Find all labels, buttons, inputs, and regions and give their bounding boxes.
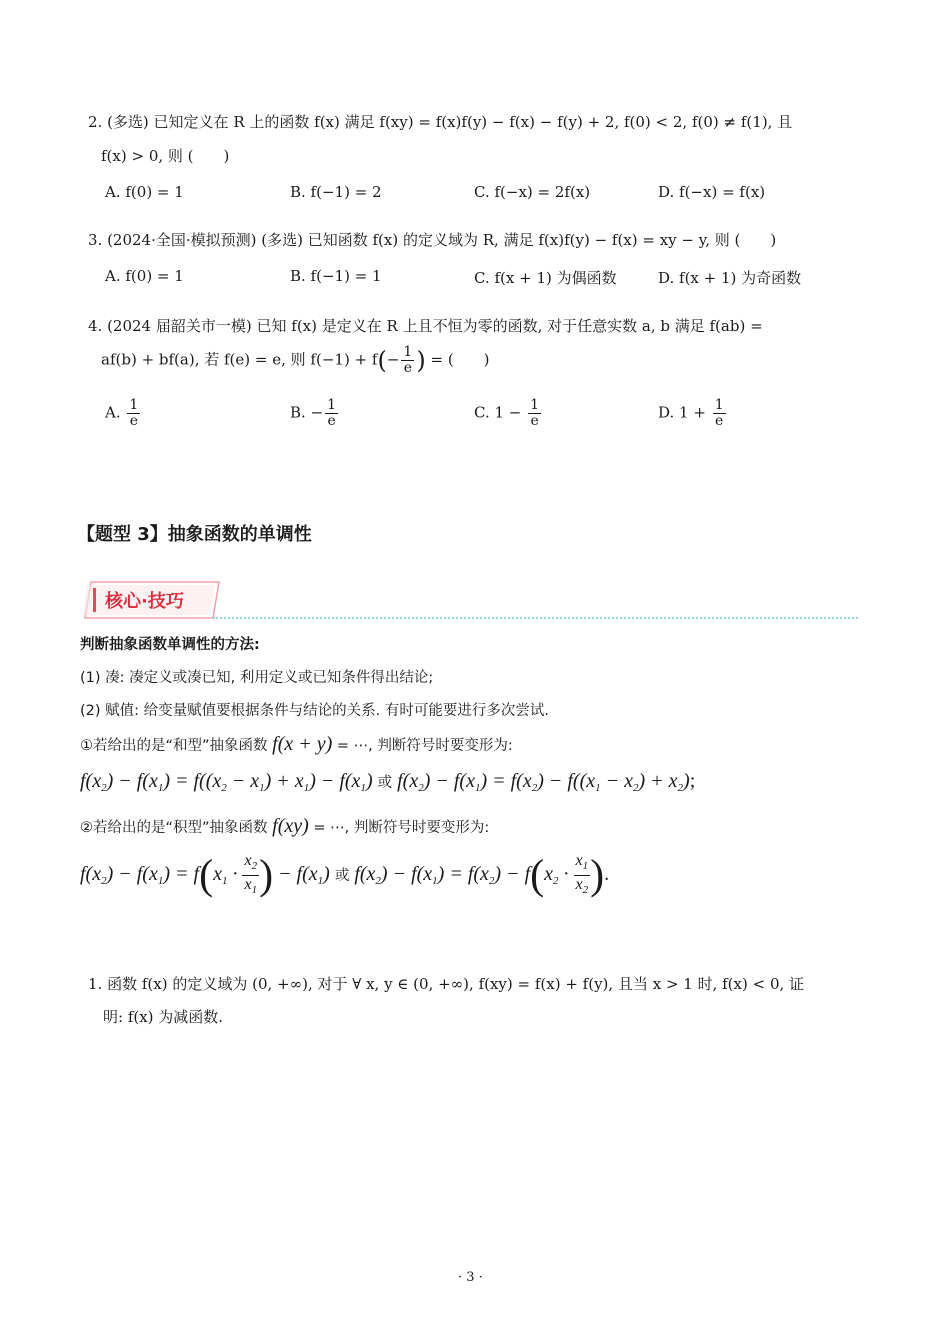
q2-option-d: D. f(−x) = f(x) [658,183,766,201]
page-number: · 3 · [458,1270,483,1285]
q2-option-b: B. f(−1) = 2 [290,183,382,201]
q4-option-d: D. 1 + $\frac{1}{e}$ [658,397,724,429]
q3-option-d: D. f(x + 1) 为奇函数 [658,269,802,287]
q2-option-c: C. f(−x) = 2f(x) [474,183,591,201]
q4-fraction: $\frac{1}{e}$ [403,344,413,376]
q3-option-a: A. f(0) = 1 [105,267,184,285]
q3-option-b: B. f(−1) = 1 [290,267,382,285]
q3-option-c: C. f(x + 1) 为偶函数 [474,269,617,287]
tips-line5: ②若给出的是“积型”抽象函数 f(xy) = ⋯, 判断符号时要变形为: [80,815,490,837]
q4-line2-pre: af(b) + bf(a), 若 f(e) = e, 则 f(−1) + f [101,350,378,369]
sum-type-formula: f(x + y) [272,733,333,755]
q3-line1: 3. (2024·全国·模拟预测) (多选) 已知函数 f(x) 的定义域为 R, 满足 f(x)f(y) − f(x) = xy − y, 则 ( ) [88,231,777,249]
section-title: 【题型 3】抽象函数的单调性 [77,524,312,545]
exercise-line1: 1. 函数 f(x) 的定义域为 (0, +∞), 对于 ∀ x, y ∈ (0, +∞), f(xy) = f(x) + f(y), 且当 x > 1 时, f(x) < 0, 证 [88,975,805,993]
core-tips-banner [83,580,213,618]
q4-option-c: C. 1 − $\frac{1}{e}$ [474,397,540,429]
sum-type-transform: $f(x_2) - f(x_1) = f((x_2 - x_1) + x_1) - f(x_1)$ 或 $f(x_2) - f(x_1) = f(x_2) - f((x_1 - x_2) + x_2)$; [80,770,696,794]
q4-option-b: B. − $\frac{1}{e}$ [290,397,337,429]
tips-heading: 判断抽象函数单调性的方法: [80,637,260,653]
tips-line3: ①若给出的是“和型”抽象函数 f(x + y) = ⋯, 判断符号时要变形为: [80,733,513,755]
banner-divider [213,617,858,619]
q4-line1: 4. (2024 届韶关市一模) 已知 f(x) 是定义在 R 上且不恒为零的函数, 对于任意实数 a, b 满足 f(ab) = [88,317,763,335]
q4-option-a: A. $\frac{1}{e}$ [105,397,139,429]
tips-line2: (2) 赋值: 给变量赋值要根据条件与结论的关系. 有时可能要进行多次尝试. [80,703,549,719]
q4-line2: af(b) + bf(a), 若 f(e) = e, 则 f(−1) + f(− $\frac{1}{e}$ ) = ( ) [101,344,490,376]
exercise-line2: 明: f(x) 为减函数. [103,1008,224,1026]
banner-label: 核心·技巧 [105,591,184,612]
q2-option-a: A. f(0) = 1 [105,183,184,201]
product-type-transform: $f(x_2) - f(x_1) = f(x_1$ · $\frac{x_2}{x_1}$ ) − $f(x_1)$ 或 $f(x_2) - f(x_1) = f(x_2) - f(x_2$ · $\frac{x_1}{x_2}$ ). [80,852,610,899]
q4-line2-post: = ( ) [430,350,490,369]
q2-line1: 2. (多选) 已知定义在 R 上的函数 f(x) 满足 f(xy) = f(x)f(y) − f(x) − f(y) + 2, f(0) < 2, f(0) ≠ f(1), 且 [88,113,793,131]
product-type-formula: f(xy) [272,815,309,837]
q2-line2: f(x) > 0, 则 ( ) [101,147,230,165]
tips-line1: (1) 凑: 凑定义或凑已知, 利用定义或已知条件得出结论; [80,670,434,686]
